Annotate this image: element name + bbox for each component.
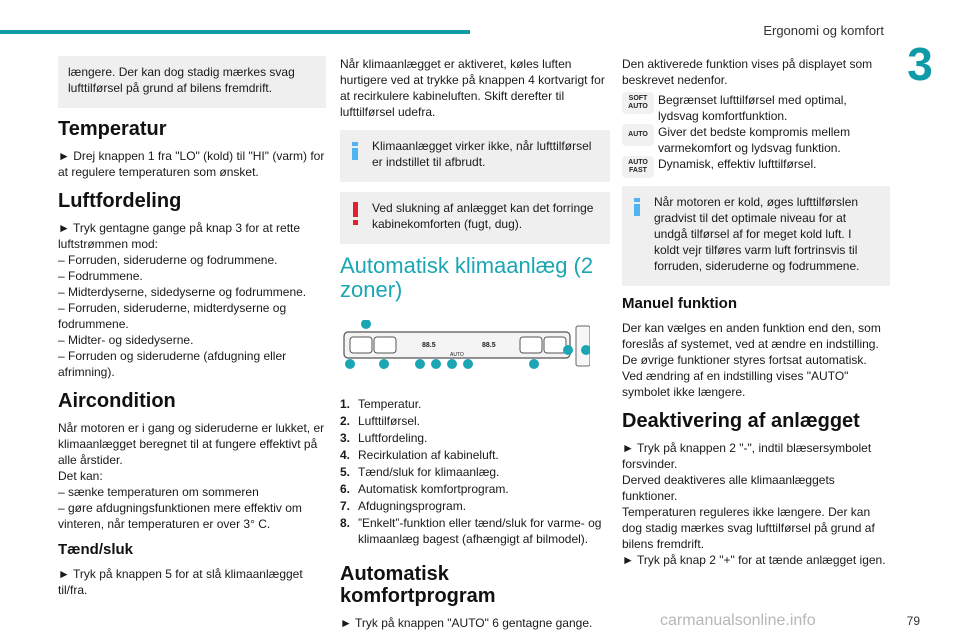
column-1: [58, 56, 326, 602]
intro-box: [58, 56, 326, 108]
mode-description: Dynamisk, effektiv lufttilførsel.: [658, 157, 817, 171]
intro-text: Når klimaanlægget er aktiveret, køles luften hurtigere ved at trykke på knappen 4 kortvarigt for at recirkulere kabineluften. Skift derefter til lufttilførsel udefra.: [340, 57, 605, 119]
info-box: [340, 130, 610, 182]
heading-tend-sluk: Tænd/sluk: [58, 541, 134, 558]
auto-text: ► Tryk på knappen "AUTO" 6 gentagne gange.: [340, 616, 593, 630]
mode-description: Begrænset lufttilførsel med optimal, lydsvag komfortfunktion.: [658, 93, 847, 123]
mode-description: Giver det bedste kompromis mellem varmekomfort og lydsvag funktion.: [658, 125, 851, 155]
aircon-text: [58, 420, 326, 532]
panel-legend: [340, 396, 610, 547]
luft-line: – Forruden, sideruderne, midterdyserne og fodrummene.: [58, 301, 287, 331]
aircon-line: Når motoren er i gang og sideruderne er lukket, er klimaanlægget beregnet til at fungere effektivt på alle årstider.: [58, 421, 325, 467]
heading-manuel: Manuel funktion: [622, 295, 737, 312]
aircon-line: Det kan:: [58, 469, 103, 483]
column-2: [340, 56, 610, 635]
luft-line: – Forruden og sideruderne (afdugning eller afrimning).: [58, 349, 287, 379]
deakt-line: ► Tryk på knap 2 "+" for at tænde anlægget igen.: [622, 553, 886, 567]
info-icon: [634, 198, 640, 216]
heading-luftfordeling: Luftfordeling: [58, 190, 182, 212]
luft-line: – Forruden, sideruderne og fodrummene.: [58, 253, 278, 267]
soft-auto-icon: SOFT AUTO: [622, 92, 654, 114]
deakt-line: ► Tryk på knappen 2 "-", indtil blæsersymbolet forsvinder.: [622, 441, 872, 471]
luft-line: – Midter- og sidedyserne.: [58, 333, 194, 347]
heading-temperatur: Temperatur: [58, 118, 167, 140]
luft-line: – Midterdyserne, sidedyserne og fodrummene.: [58, 285, 307, 299]
header-accent-bar: [0, 30, 470, 34]
page-number: 79: [906, 614, 920, 628]
deakt-text: [622, 440, 890, 568]
legend-item: 3. Luftfordeling.: [340, 431, 428, 445]
section-heading-auto-climate: Automatisk klimaanlæg (2 zoner): [340, 253, 594, 302]
legend-item: 2. Lufttilførsel.: [340, 414, 421, 428]
aircon-line: – sænke temperaturen om sommeren: [58, 485, 259, 499]
climate-panel-illustration: [340, 320, 590, 382]
panel-auto-label: AUTO: [450, 352, 464, 358]
legend-item: 6. Automatisk komfortprogram.: [340, 482, 509, 496]
warning-icon: [353, 202, 358, 226]
heading-deaktivering: Deaktivering af anlægget: [622, 410, 860, 432]
luft-list: [58, 220, 326, 380]
mode-list: [622, 92, 890, 178]
manuel-text: Der kan vælges en anden funktion end den, som foreslås af systemet, ved at ændre en indstilling. De øvrige funktioner styres fortsat automatisk. Ved ændring af en indstilling vises "AUTO" symbolet ikke længere.: [622, 321, 881, 399]
legend-item: 7. Afdugningsprogram.: [340, 499, 467, 513]
legend-item: 8. ”Enkelt”-funktion eller tænd/sluk for varme- og klimaanlæg bagest (afhængigt af bilmodel).: [340, 516, 602, 546]
info-icon: [352, 142, 358, 160]
panel-temp-left: 88.5: [422, 342, 436, 349]
heading-aircondition: Aircondition: [58, 390, 176, 412]
heading-auto-program: Automatisk komfortprogram: [340, 563, 496, 607]
intro-text: Den aktiverede funktion vises på displayet som beskrevet nedenfor.: [622, 57, 873, 87]
legend-item: 5. Tænd/sluk for klimaanlæg.: [340, 465, 500, 479]
legend-item: 4. Recirkulation af kabineluft.: [340, 448, 499, 462]
panel-temp-right: 88.5: [482, 342, 496, 349]
legend-item: 1. Temperatur.: [340, 397, 422, 411]
warning-text: Ved slukning af anlægget kan det forringe kabinekomforten (fugt, dug).: [372, 201, 594, 231]
tend-text: ► Tryk på knappen 5 for at slå klimaanlægget til/fra.: [58, 567, 303, 597]
deakt-line: Temperaturen reguleres ikke længere. Der kan dog stadig mærkes svag lufttilførsel på grund af bilens fremdrift.: [622, 505, 875, 551]
auto-fast-icon: AUTO FAST: [622, 156, 654, 178]
chapter-number: 3: [907, 38, 933, 90]
auto-icon: AUTO: [622, 124, 654, 146]
intro-text: længere. Der kan dog stadig mærkes svag lufttilførsel på grund af bilens fremdrift.: [68, 65, 295, 95]
warning-box: [340, 192, 610, 244]
watermark: carmanualsonline.info: [660, 612, 816, 629]
deakt-line: Derved deaktiveres alle klimaanlæggets funktioner.: [622, 473, 835, 503]
column-3: [622, 56, 890, 568]
luft-line: ► Tryk gentagne gange på knap 3 for at rette luftstrømmen mod:: [58, 221, 301, 251]
temp-text: ► Drej knappen 1 fra "LO" (kold) til "HI" (varm) for at regulere temperaturen som ønsket.: [58, 149, 325, 179]
info-box: [622, 186, 890, 286]
luft-line: – Fodrummene.: [58, 269, 143, 283]
section-title: Ergonomi og komfort: [763, 23, 884, 38]
info-text: Klimaanlægget virker ikke, når lufttilførsel er indstillet til afbrudt.: [372, 139, 592, 169]
aircon-line: – gøre afdugningsfunktionen mere effektiv om vinteren, når temperaturen er over 3° C.: [58, 501, 302, 531]
info-text: Når motoren er kold, øges lufttilførslen gradvist til det optimale niveau for at undgå tilførsel af for meget kold luft. I koldt vejr tilføres varm luft fortrinsvis til forruden, sideruderne og fodrummene.: [654, 195, 860, 273]
